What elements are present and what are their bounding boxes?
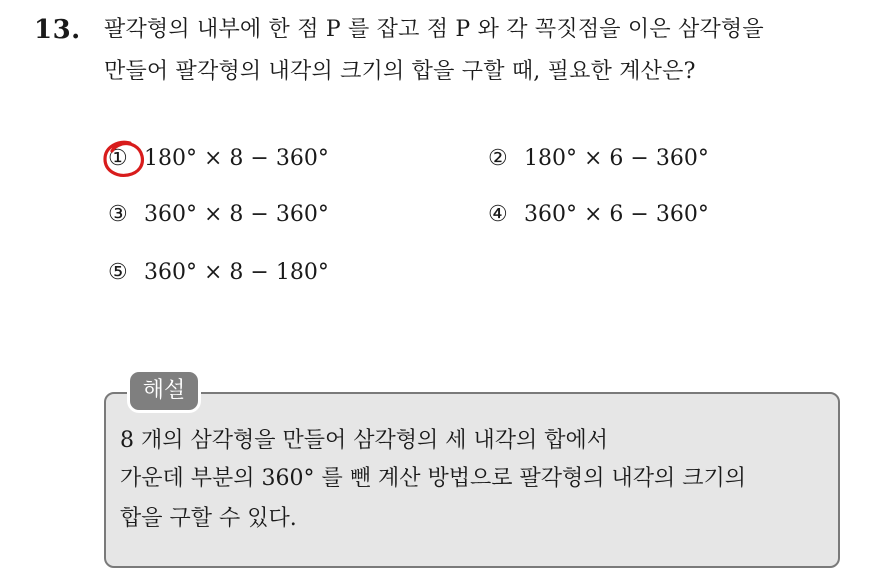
choice-2-expression: 180° × 6 − 360° [524, 146, 709, 171]
choice-2[interactable] [488, 144, 709, 174]
choice-1-expression: 180° × 8 − 360° [144, 146, 329, 171]
choice-4-number: ④ [488, 202, 508, 227]
explanation-line-1: 8 개의 삼각형을 만들어 삼각형의 세 내각의 합에서 [120, 428, 608, 453]
choice-5-number: ⑤ [108, 260, 128, 285]
question-text-line-2: 만들어 팔각형의 내각의 크기의 합을 구할 때, 필요한 계산은? [104, 59, 696, 84]
question-number: 13. [34, 15, 81, 45]
choice-3-number: ③ [108, 202, 128, 227]
choice-4-expression: 360° × 6 − 360° [524, 202, 709, 227]
choice-3[interactable] [108, 200, 329, 230]
choice-3-expression: 360° × 8 − 360° [144, 202, 329, 227]
choice-5-expression: 360° × 8 − 180° [144, 260, 329, 285]
question-text-line-1: 팔각형의 내부에 한 점 P 를 잡고 점 P 와 각 꼭짓점을 이은 삼각형을 [104, 17, 764, 42]
explanation-label: 해설 [130, 372, 198, 410]
choice-2-number: ② [488, 146, 508, 171]
choice-5[interactable] [108, 258, 329, 288]
answer-circle-mark [100, 138, 148, 180]
choice-1-number: ① [108, 146, 128, 171]
explanation-line-3: 합을 구할 수 있다. [120, 506, 297, 531]
explanation-line-2: 가운데 부분의 360° 를 뺀 계산 방법으로 팔각형의 내각의 크기의 [120, 466, 746, 491]
choice-4[interactable] [488, 200, 709, 230]
